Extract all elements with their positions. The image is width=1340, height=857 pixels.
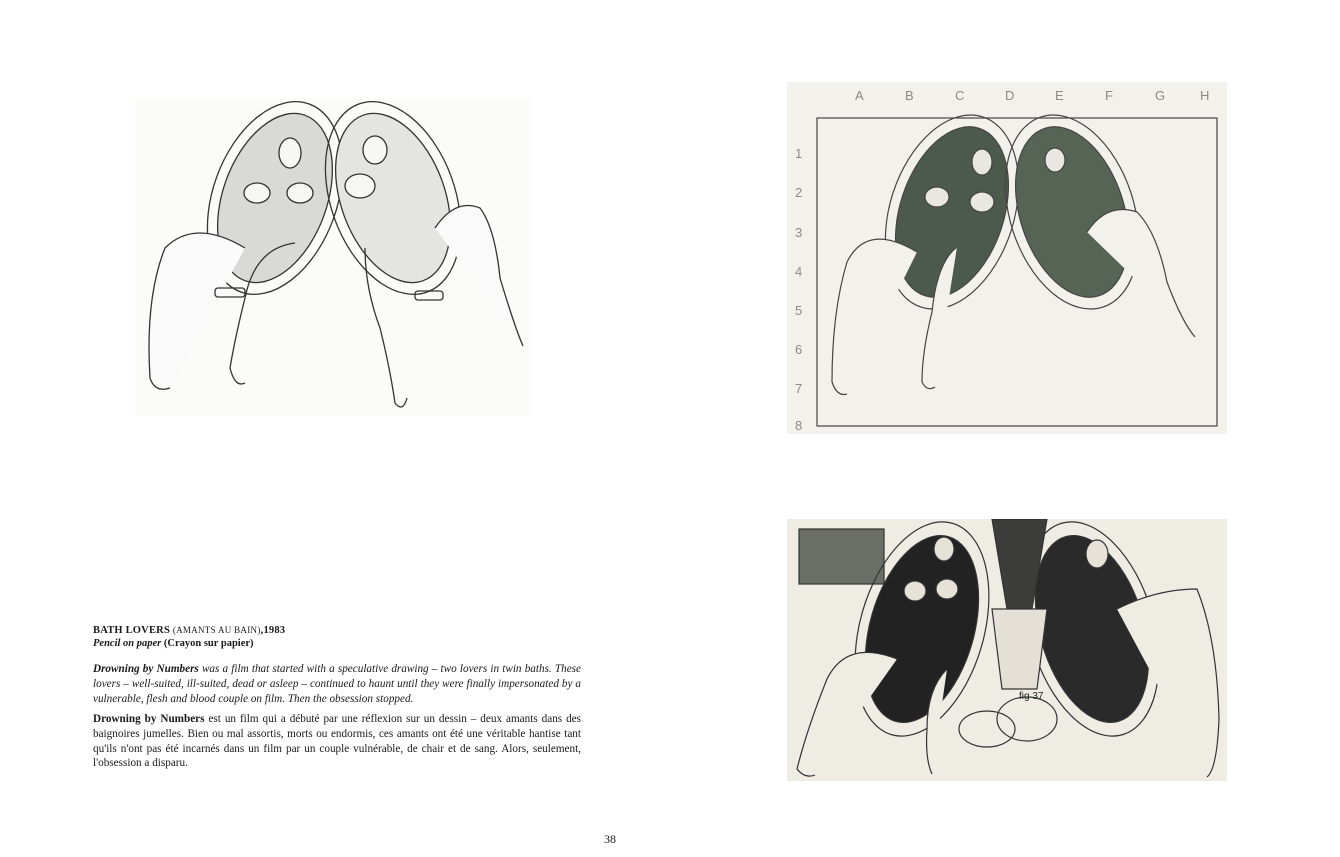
paragraph-french xyxy=(93,712,581,771)
grid-row-label: 2 xyxy=(795,185,803,200)
grid-column-label: F xyxy=(1105,88,1113,103)
bath-lovers-pencil-drawing xyxy=(135,98,531,416)
grid-row-label: 4 xyxy=(795,264,803,279)
grid-column-label: G xyxy=(1155,88,1166,103)
paragraph-en-text: was a film that started with a speculative drawing – two lovers in twin baths. These lovers – well-suited, ill-suited, dead or asleep – continued to haunt until they were finally impersonated by a vulnerable, flesh and blood couple on film. Then the obsession stopped. xyxy=(93,663,581,705)
dark-bath-sketch xyxy=(787,519,1227,781)
grid-column-label: H xyxy=(1200,88,1210,103)
grid-sketch xyxy=(787,82,1227,434)
film-title-fr: Drowning by Numbers xyxy=(93,713,205,725)
film-title-en: Drowning by Numbers xyxy=(93,663,199,675)
grid-row-label: 6 xyxy=(795,342,803,357)
artwork-caption xyxy=(93,624,583,650)
grid-row-label: 8 xyxy=(795,418,803,433)
caption-medium-line xyxy=(93,637,583,650)
numbered-grid-drawing xyxy=(787,82,1227,434)
grid-column-label: C xyxy=(955,88,965,103)
bath-lovers-dark-drawing xyxy=(787,519,1227,781)
grid-row-label: 1 xyxy=(795,146,803,161)
grid-row-label: 5 xyxy=(795,303,803,318)
grid-row-label: 7 xyxy=(795,381,803,396)
grid-column-label: E xyxy=(1055,88,1064,103)
grid-column-label: D xyxy=(1005,88,1015,103)
caption-title-line xyxy=(93,624,583,637)
medium-fr: (Crayon sur papier) xyxy=(163,638,254,649)
grid-column-label: A xyxy=(855,88,864,103)
grid-row-label: 3 xyxy=(795,225,803,240)
fig-label: fig 37 xyxy=(1019,691,1044,702)
paragraph-english xyxy=(93,662,581,706)
paragraph-fr-text: est un film qui a débuté par une réflexion sur un dessin – deux amants dans des baignoires jumelles. Bien ou mal assortis, morts ou endormis, ces amants ont été une véritable hantise tant qu'ils n'ont pas été incarnés dans un film par un couple vulnérable, de chair et de sang. Alors, seulement, l'obsession a disparu. xyxy=(93,713,582,770)
artwork-title: BATH LOVERS xyxy=(93,625,170,636)
medium-en: Pencil on paper xyxy=(93,638,162,649)
page-number: 38 xyxy=(604,832,616,846)
grid-column-label: B xyxy=(905,88,914,103)
artwork-title-fr: (AMANTS AU BAIN) xyxy=(172,625,261,635)
bath-lovers-sketch xyxy=(135,98,531,416)
artwork-year: ,1983 xyxy=(260,625,286,636)
